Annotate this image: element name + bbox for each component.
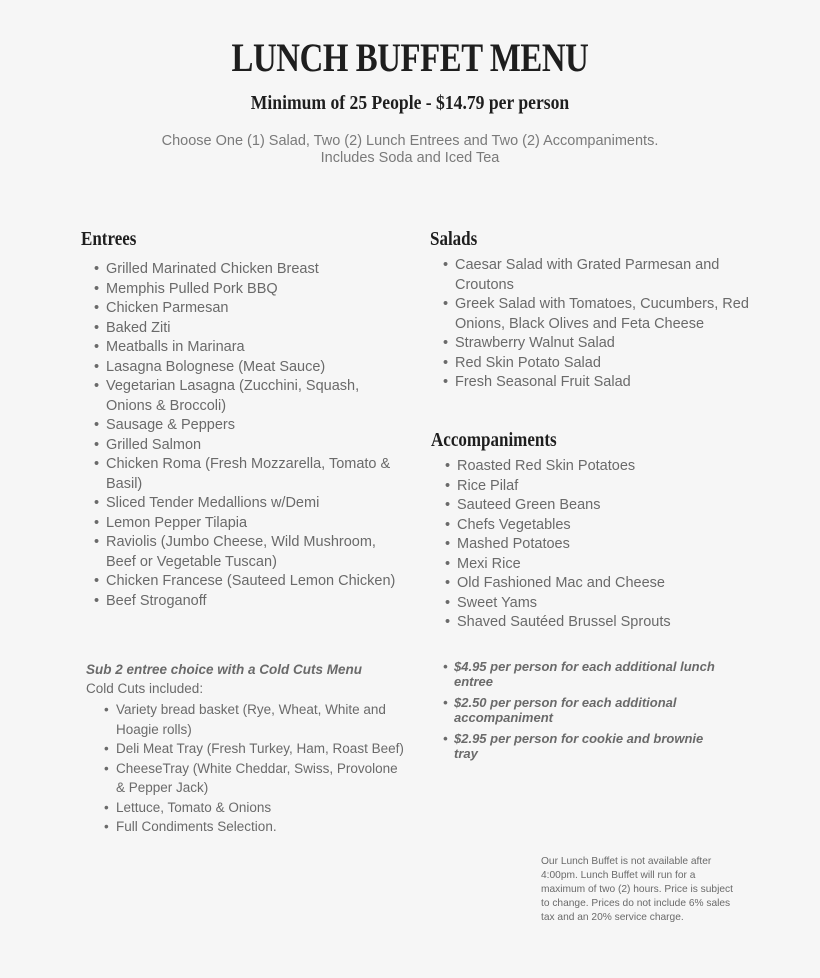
entrees-list [86, 260, 406, 611]
extras-list [437, 660, 727, 768]
accompaniment-item [437, 535, 757, 555]
entree-item [86, 455, 406, 494]
entree-item-label: Sausage & Peppers [106, 417, 235, 433]
bullet-icon: • [94, 319, 100, 336]
bullet-icon: • [104, 819, 109, 834]
accompaniment-item-label: Chefs Vegetables [457, 516, 571, 533]
accompaniment-item-label: Sauteed Green Beans [457, 497, 601, 513]
bullet-icon: • [443, 335, 449, 351]
bullet-icon: • [94, 514, 100, 531]
cold-cut-item [98, 817, 408, 837]
entree-item [86, 319, 406, 339]
bullet-icon: • [94, 339, 100, 355]
salad-item [435, 295, 755, 334]
entree-item [86, 416, 406, 436]
page-title: LUNCH BUFFET MENU [231, 35, 589, 80]
accompaniment-item-label: Old Fashioned Mac and Cheese [457, 575, 665, 591]
bullet-icon: • [445, 458, 451, 474]
bullet-icon: • [445, 536, 451, 552]
extra-charge-item-label: $4.95 per person for each additional lunch entree [454, 659, 715, 689]
bullet-icon: • [94, 534, 100, 550]
bullet-icon: • [443, 296, 449, 312]
bullet-icon: • [104, 760, 109, 776]
salad-item-label: Red Skin Potato Salad [455, 354, 601, 371]
salad-item [435, 256, 755, 295]
extra-charge-item [437, 660, 727, 689]
bullet-icon: • [445, 497, 451, 513]
entree-item-label: Beef Stroganoff [106, 592, 207, 609]
bullet-icon: • [445, 614, 451, 630]
extra-charge-item [437, 696, 727, 725]
cold-cuts-list [98, 700, 408, 837]
accompaniments-list [437, 457, 757, 633]
bullet-icon: • [94, 417, 100, 433]
entree-item-label: Chicken Parmesan [106, 300, 229, 316]
accompaniment-item [437, 574, 757, 594]
salad-item-label: Caesar Salad with Grated Parmesan and Croutons [455, 257, 720, 293]
fine-print-note: Our Lunch Buffet is not available after 4:00pm. Lunch Buffet will run for a maximum of two (2) hours. Price is subject to change. Prices do not include 6% sales tax and an 20% service charge. [541, 856, 733, 923]
bullet-icon: • [104, 799, 109, 815]
cold-cut-item-label: Deli Meat Tray (Fresh Turkey, Ham, Roast Beef) [116, 741, 404, 756]
salad-item-label: Fresh Seasonal Fruit Salad [455, 374, 631, 390]
salad-item [435, 354, 755, 374]
entree-item [86, 592, 406, 612]
extra-charge-item [437, 732, 727, 761]
entree-item-label: Meatballs in Marinara [106, 339, 245, 355]
entree-item-label: Raviolis (Jumbo Cheese, Wild Mushroom, Beef or Vegetable Tuscan) [106, 534, 376, 570]
bullet-icon: • [443, 374, 449, 390]
entree-item [86, 358, 406, 378]
bullet-icon: • [104, 702, 109, 717]
entree-item [86, 280, 406, 300]
cold-cut-item-label: Lettuce, Tomato & Onions [116, 799, 272, 815]
cold-cuts-subtitle: Cold Cuts included: [86, 681, 204, 696]
cold-cut-item-label: Variety bread basket (Rye, Wheat, White and Hoagie rolls) [116, 702, 386, 737]
cold-cut-item-label: Full Condiments Selection. [116, 819, 277, 834]
accompaniment-item [437, 613, 757, 633]
entree-item-label: Sliced Tender Medallions w/Demi [106, 495, 320, 511]
entree-item-label: Chicken Roma (Fresh Mozzarella, Tomato & Basil) [106, 456, 391, 492]
accompaniment-item [437, 496, 757, 516]
accompaniment-item-label: Rice Pilaf [457, 477, 519, 494]
bullet-icon: • [94, 456, 100, 472]
bullet-icon: • [94, 261, 100, 277]
entree-item [86, 377, 406, 416]
entree-item [86, 494, 406, 514]
extra-charge-item-label: $2.50 per person for each additional accompaniment [454, 695, 677, 725]
entree-item [86, 436, 406, 456]
bullet-icon: • [104, 741, 109, 756]
extra-charge-item-label: $2.95 per person for cookie and brownie tray [454, 731, 704, 761]
salad-item-label: Strawberry Walnut Salad [455, 335, 615, 351]
cold-cut-item-label: CheeseTray (White Cheddar, Swiss, Provolone & Pepper Jack) [116, 760, 398, 795]
intro-line: Includes Soda and Iced Tea [320, 150, 500, 166]
bullet-icon: • [445, 575, 451, 591]
accompaniment-item-label: Roasted Red Skin Potatoes [457, 458, 636, 474]
accompaniment-item-label: Sweet Yams [457, 594, 538, 611]
accompaniment-item [437, 477, 757, 497]
accompaniment-item [437, 555, 757, 575]
bullet-icon: • [443, 731, 448, 746]
entree-item [86, 260, 406, 280]
accompaniment-item [437, 594, 757, 614]
entree-item-label: Chicken Francese (Sauteed Lemon Chicken) [106, 573, 396, 589]
cold-cut-item [98, 739, 408, 759]
bullet-icon: • [443, 659, 448, 674]
salads-list [435, 256, 755, 393]
bullet-icon: • [443, 257, 449, 273]
intro-line: Choose One (1) Salad, Two (2) Lunch Entrees and Two (2) Accompaniments. [161, 133, 659, 149]
cold-cut-item [98, 798, 408, 818]
entree-item [86, 338, 406, 358]
bullet-icon: • [443, 354, 449, 371]
accompaniment-item [437, 516, 757, 536]
entree-item [86, 533, 406, 572]
bullet-icon: • [443, 695, 448, 710]
salad-item [435, 373, 755, 393]
entree-item-label: Lasagna Bolognese (Meat Sauce) [106, 358, 326, 375]
bullet-icon: • [445, 477, 451, 494]
salad-item-label: Greek Salad with Tomatoes, Cucumbers, Red Onions, Black Olives and Feta Cheese [455, 296, 749, 332]
bullet-icon: • [94, 358, 100, 375]
entree-item-label: Vegetarian Lasagna (Zucchini, Squash, Onions & Broccoli) [106, 378, 360, 414]
accompaniment-item-label: Mashed Potatoes [457, 536, 570, 552]
accompaniments-heading: Accompaniments [431, 429, 557, 451]
bullet-icon: • [94, 436, 100, 453]
entree-item [86, 514, 406, 534]
bullet-icon: • [94, 280, 100, 297]
bullet-icon: • [94, 495, 100, 511]
entrees-heading: Entrees [81, 228, 137, 250]
entree-item-label: Grilled Salmon [106, 436, 202, 453]
entree-item-label: Lemon Pepper Tilapia [106, 514, 248, 531]
accompaniment-item-label: Mexi Rice [457, 555, 521, 572]
bullet-icon: • [445, 516, 451, 533]
bullet-icon: • [445, 555, 451, 572]
entree-item [86, 299, 406, 319]
bullet-icon: • [94, 378, 100, 394]
cold-cut-item [98, 700, 408, 739]
cold-cut-item [98, 759, 408, 798]
entree-item-label: Grilled Marinated Chicken Breast [106, 261, 319, 277]
entree-item-label: Memphis Pulled Pork BBQ [106, 280, 278, 297]
accompaniment-item [437, 457, 757, 477]
salads-heading: Salads [430, 228, 478, 250]
intro-text [0, 133, 820, 167]
bullet-icon: • [94, 592, 100, 609]
cold-cuts-title: Sub 2 entree choice with a Cold Cuts Menu [86, 662, 363, 677]
entree-item [86, 572, 406, 592]
bullet-icon: • [94, 573, 100, 589]
bullet-icon: • [94, 300, 100, 316]
accompaniment-item-label: Shaved Sautéed Brussel Sprouts [457, 614, 671, 630]
salad-item [435, 334, 755, 354]
entree-item-label: Baked Ziti [106, 319, 171, 336]
bullet-icon: • [445, 594, 451, 611]
page-subtitle: Minimum of 25 People - $14.79 per person [250, 92, 570, 114]
